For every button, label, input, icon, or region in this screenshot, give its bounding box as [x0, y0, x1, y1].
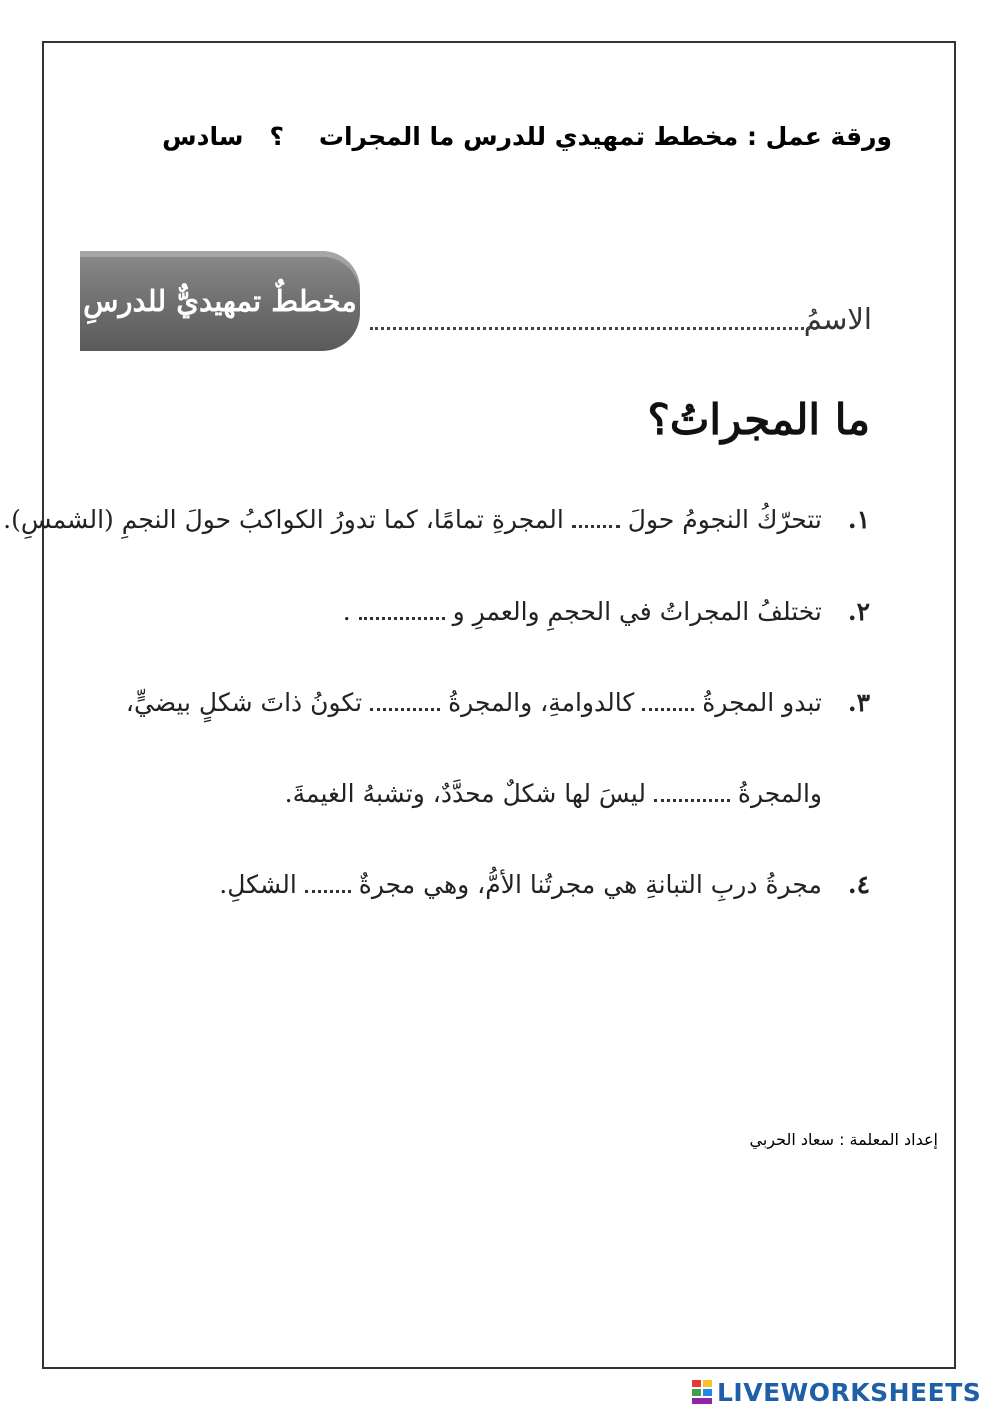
question-text: الشكلِ. [219, 870, 297, 899]
lesson-banner [80, 251, 360, 351]
answer-blank[interactable] [359, 599, 445, 620]
answer-blank[interactable] [654, 781, 730, 802]
question-3-continued [285, 779, 822, 808]
answer-blank[interactable] [642, 690, 694, 711]
question-4 [219, 870, 870, 899]
question-text: تختلفُ المجراتُ في الحجمِ والعمرِ و [452, 597, 822, 626]
question-number: ٢. [847, 597, 870, 626]
question-1 [3, 505, 870, 534]
question-number: ٤. [847, 870, 870, 899]
brand-name: LIVEWORKSHEETS [717, 1377, 982, 1407]
question-text: تتحرّكُ النجومُ حولَ [627, 505, 822, 534]
answer-blank[interactable] [572, 507, 620, 528]
banner-label: مخططٌ تمهيديٌّ للدرسِ [83, 284, 357, 318]
brand-footer[interactable] [691, 1375, 981, 1409]
question-text: . [342, 597, 351, 626]
question-2 [343, 597, 870, 626]
question-text: مجرةُ دربِ التبانةِ هي مجرتُنا الأمُّ، وهي مجرةٌ [358, 870, 822, 899]
question-3 [126, 688, 870, 717]
question-text: كالدوامةِ، والمجرةُ [448, 688, 635, 717]
question-text: ليسَ لها شكلٌ محدَّدٌ، وتشبهُ الغيمةَ. [284, 779, 646, 808]
name-label: الاسمُ [803, 302, 872, 336]
liveworksheets-logo-icon [691, 1379, 713, 1405]
answer-blank[interactable] [370, 690, 440, 711]
answer-blank[interactable] [305, 872, 351, 893]
question-text: والمجرةُ [737, 779, 822, 808]
question-text: تبدو المجرةُ [702, 688, 822, 717]
question-text: المجرةِ تمامًا، كما تدورُ الكواكبُ حولَ النجمِ (الشمسِ). [3, 505, 564, 534]
question-number: ٣. [847, 688, 870, 717]
worksheet-title: ورقة عمل : مخطط تمهيدي للدرس ما المجرات ؟ سادس [162, 122, 892, 151]
lesson-heading: ما المجراتُ؟ [647, 395, 870, 444]
question-text: تكونُ ذاتَ شكلٍ بيضيٍّ، [125, 688, 363, 717]
teacher-credit: إعداد المعلمة : سعاد الحربي [749, 1130, 938, 1149]
name-input-line[interactable] [370, 327, 816, 330]
question-number: ١. [847, 505, 870, 534]
